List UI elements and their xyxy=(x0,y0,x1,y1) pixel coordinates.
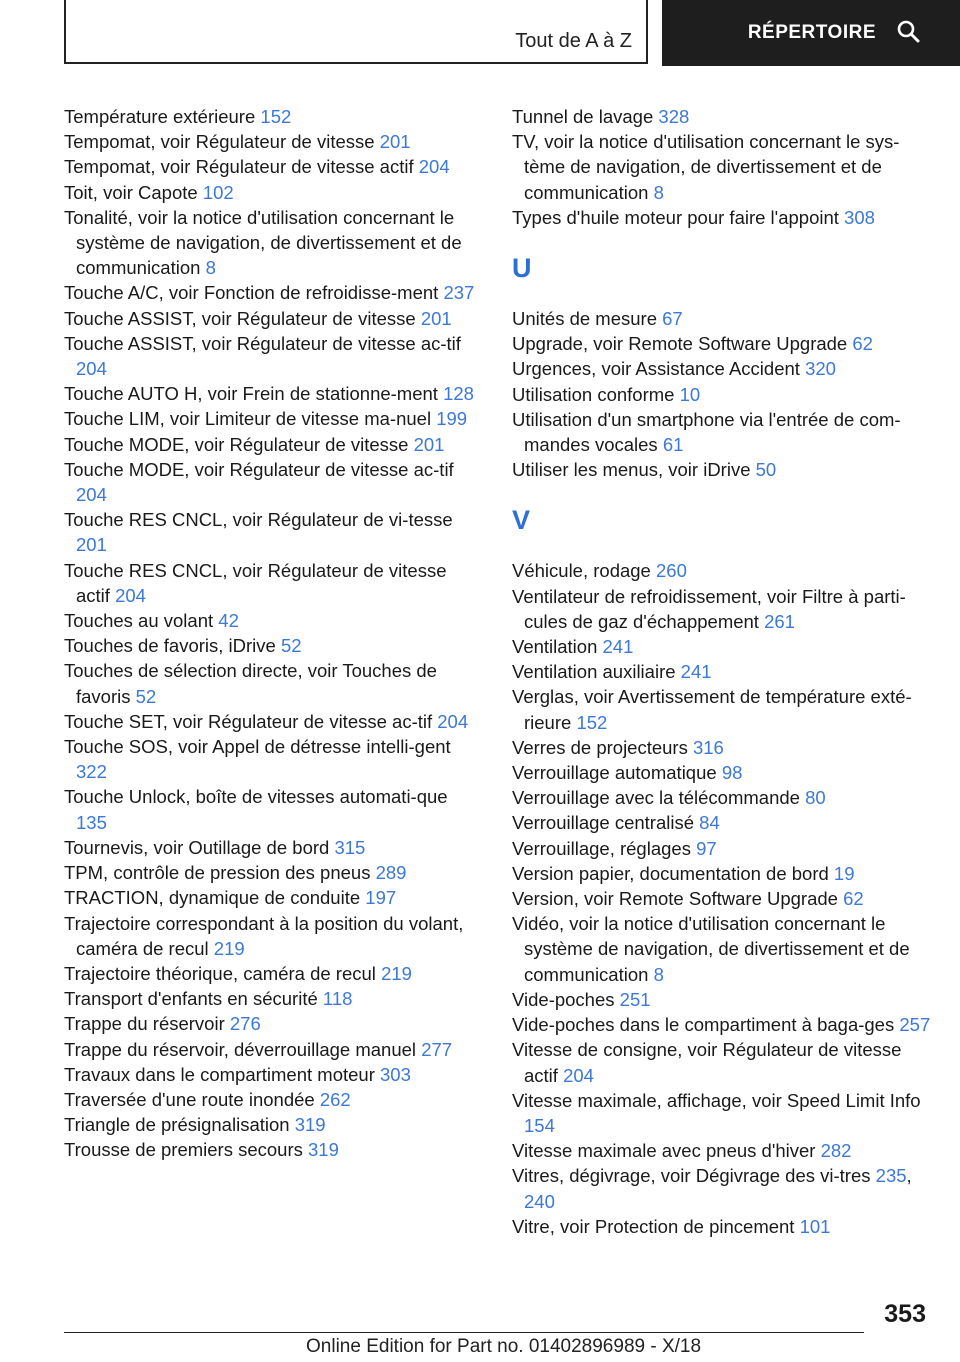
index-entry-text: Touche Unlock, boîte de vitesses automati-que xyxy=(64,786,448,808)
index-entry xyxy=(64,784,480,834)
index-entry xyxy=(64,1037,480,1062)
page-reference-link[interactable]: 201 xyxy=(76,534,107,556)
page-reference-link[interactable]: 8 xyxy=(205,257,216,279)
index-entry-text: Transport d'enfants en sécurité xyxy=(64,988,318,1010)
index-entry-text: Ventilation xyxy=(512,636,598,658)
index-entry-text: Vitre, voir Protection de pincement xyxy=(512,1215,795,1237)
index-entry xyxy=(512,760,932,785)
page-reference-link[interactable]: 316 xyxy=(692,736,724,758)
index-entry xyxy=(64,558,480,608)
index-entry xyxy=(512,382,932,407)
index-entry xyxy=(64,406,480,431)
index-entry xyxy=(512,987,932,1012)
index-entry-text: Verres de projecteurs xyxy=(512,736,688,758)
index-entry-text: Unités de mesure xyxy=(512,308,657,330)
page-reference-link[interactable]: 42 xyxy=(218,610,239,632)
index-entry-text: Touche MODE, voir Régulateur de vitesse ac-tif xyxy=(64,458,454,480)
index-entry xyxy=(512,129,932,205)
index-entry-text: Trajectoire correspondant à la position du volant, caméra de recul xyxy=(64,912,464,959)
page-reference-link[interactable]: 154 xyxy=(524,1114,555,1136)
index-entry xyxy=(512,886,932,911)
index-entry xyxy=(64,129,480,154)
index-entry-text: Verrouillage, réglages xyxy=(512,837,691,859)
index-entry xyxy=(512,684,932,734)
index-entry-text: Touche LIM, voir Limiteur de vitesse ma-nuel xyxy=(64,408,432,430)
page-reference-link[interactable]: 241 xyxy=(680,661,712,683)
index-entry-text: Toit, voir Capote xyxy=(64,181,198,203)
index-entry-text: Vitres, dégivrage, voir Dégivrage des vi-tres xyxy=(512,1165,871,1187)
page-reference-link[interactable]: 261 xyxy=(764,610,795,632)
page-reference-link[interactable]: 219 xyxy=(213,937,245,959)
page-reference-link[interactable]: 199 xyxy=(436,408,468,430)
page-reference-link[interactable]: 257 xyxy=(899,1014,931,1036)
index-entry xyxy=(64,709,480,734)
index-entry xyxy=(64,205,480,281)
index-entry xyxy=(64,1112,480,1137)
page-reference-link[interactable]: 102 xyxy=(202,181,234,203)
index-entry-text: Types d'huile moteur pour faire l'appoint xyxy=(512,206,839,228)
index-entry xyxy=(64,911,480,961)
page-reference-link[interactable]: 303 xyxy=(380,1063,411,1085)
index-entry-text: Trousse de premiers secours xyxy=(64,1139,303,1161)
index-entry-text: Ventilation auxiliaire xyxy=(512,661,676,683)
index-entry xyxy=(64,860,480,885)
page-reference-link[interactable]: 308 xyxy=(844,206,875,228)
index-entry-text: Touches de sélection directe, voir Touches de favoris xyxy=(64,660,437,707)
page-reference-link[interactable]: 67 xyxy=(662,308,683,330)
page-reference-link[interactable]: 98 xyxy=(721,762,743,784)
index-entry xyxy=(64,457,480,507)
page-reference-link[interactable]: 8 xyxy=(653,181,664,203)
page-reference-link[interactable]: 197 xyxy=(365,887,397,909)
index-entry xyxy=(512,911,932,987)
header-tab-box xyxy=(64,0,648,64)
page-reference-link[interactable]: 204 xyxy=(418,156,450,178)
page-reference-link[interactable]: 62 xyxy=(843,888,864,910)
index-entry-text: Touche SET, voir Régulateur de vitesse ac-tif xyxy=(64,710,433,732)
page-reference-link[interactable]: 240 xyxy=(524,1190,555,1212)
index-entry-text: Vide-poches xyxy=(512,988,615,1010)
header-section-box[interactable] xyxy=(662,0,960,66)
footer-edition-text: Online Edition for Part no. 01402896989 - X/18 xyxy=(306,1336,702,1357)
index-entry-text: Vidéo, voir la notice d'utilisation concernant le système de navigation, de divertissement et de communication xyxy=(512,913,910,985)
index-entry-text: Tunnel de lavage xyxy=(512,106,654,127)
footer-divider xyxy=(64,1332,864,1333)
index-entry xyxy=(512,306,932,331)
index-entry-text: Touche SOS, voir Appel de détresse intelli-gent xyxy=(64,736,451,758)
index-entry xyxy=(512,1012,932,1037)
index-entry-text: Touche RES CNCL, voir Régulateur de vitesse actif xyxy=(64,559,447,606)
index-entry xyxy=(64,1137,480,1162)
index-entry xyxy=(512,810,932,835)
page-reference-link[interactable]: 237 xyxy=(443,282,475,304)
index-entry xyxy=(64,381,480,406)
index-entry xyxy=(512,861,932,886)
page-reference-link[interactable]: 204 xyxy=(76,484,107,506)
index-entry xyxy=(64,154,480,179)
index-entry-text: Utilisation conforme xyxy=(512,383,675,405)
page-reference-link[interactable]: 277 xyxy=(421,1038,453,1060)
page-reference-link[interactable]: 315 xyxy=(334,836,366,858)
index-entry-text: Touche ASSIST, voir Régulateur de vitesse xyxy=(64,307,416,329)
index-entry-text: Vide-poches dans le compartiment à baga-ges xyxy=(512,1014,895,1036)
page-number: 353 xyxy=(884,1300,926,1328)
page-reference-link[interactable]: 320 xyxy=(805,358,836,380)
page-reference-link[interactable]: 282 xyxy=(820,1140,852,1162)
index-entry xyxy=(64,280,480,305)
index-entry xyxy=(512,1037,932,1087)
index-entry xyxy=(512,407,932,457)
index-entry xyxy=(512,584,932,634)
page-reference-link[interactable]: 80 xyxy=(805,787,826,809)
index-entry xyxy=(512,1214,932,1239)
index-entry xyxy=(512,735,932,760)
index-entry xyxy=(64,633,480,658)
page-reference-link[interactable]: 201 xyxy=(379,131,411,153)
page-reference-link[interactable]: 276 xyxy=(229,1013,261,1035)
page-reference-link[interactable]: 328 xyxy=(658,106,690,127)
page-reference-link[interactable]: 84 xyxy=(699,812,720,834)
index-entry-text: Traversée d'une route inondée xyxy=(64,1088,315,1110)
index-entry xyxy=(64,986,480,1011)
index-entry xyxy=(64,658,480,708)
index-entry xyxy=(512,104,932,129)
index-entry xyxy=(64,1011,480,1036)
page-reference-link[interactable]: 204 xyxy=(563,1064,594,1086)
index-entry-text: Touche A/C, voir Fonction de refroidisse-ment xyxy=(64,282,439,304)
index-letter-heading: V xyxy=(512,505,531,536)
index-entry-text: Touche ASSIST, voir Régulateur de vitesse ac-tif xyxy=(64,332,461,354)
page-reference-link[interactable]: 322 xyxy=(76,761,107,783)
index-entry-text: Touche AUTO H, voir Frein de stationne-ment xyxy=(64,383,438,405)
page-reference-link[interactable]: 319 xyxy=(294,1114,326,1136)
index-entry-text: TRACTION, dynamique de conduite xyxy=(64,887,361,909)
page-reference-link[interactable]: 219 xyxy=(381,962,412,984)
index-entry-text: Trappe du réservoir xyxy=(64,1013,225,1035)
page-reference-link[interactable]: 241 xyxy=(602,636,634,658)
index-entry xyxy=(64,432,480,457)
index-entry-text: Verglas, voir Avertissement de température exté-rieure xyxy=(512,686,912,733)
index-entry xyxy=(512,785,932,810)
index-entry-text: Trajectoire théorique, caméra de recul xyxy=(64,962,376,984)
page-reference-link[interactable]: 135 xyxy=(76,811,107,833)
page-reference-link[interactable]: 61 xyxy=(662,434,684,456)
page-reference-link[interactable]: 118 xyxy=(322,988,353,1010)
page-reference-link[interactable]: 204 xyxy=(437,710,469,732)
index-entry-text: Tempomat, voir Régulateur de vitesse xyxy=(64,131,375,153)
index-entry xyxy=(512,659,932,684)
page-reference-link[interactable]: 52 xyxy=(135,685,157,707)
index-entry-text: Touche MODE, voir Régulateur de vitesse xyxy=(64,433,409,455)
index-entry xyxy=(64,961,480,986)
index-entry xyxy=(64,1062,480,1087)
index-entry-text: Tournevis, voir Outillage de bord xyxy=(64,836,330,858)
index-entry xyxy=(64,734,480,784)
index-entry xyxy=(512,836,932,861)
index-entry-text: Version, voir Remote Software Upgrade xyxy=(512,888,838,910)
page-reference-link[interactable]: 62 xyxy=(852,333,873,355)
index-entry xyxy=(64,331,480,381)
page-reference-link[interactable]: 128 xyxy=(443,383,474,405)
page-reference-link[interactable]: 260 xyxy=(656,560,687,582)
index-entry xyxy=(64,835,480,860)
index-entry xyxy=(64,885,480,910)
header-section-label: RÉPERTOIRE xyxy=(747,22,876,43)
index-entry xyxy=(512,1088,932,1138)
page-reference-link[interactable]: 204 xyxy=(76,358,107,380)
page-reference-link[interactable]: 152 xyxy=(260,106,292,127)
index-entry-text: TPM, contrôle de pression des pneus xyxy=(64,862,371,884)
index-entry xyxy=(512,205,932,230)
index-entry-text: Touche RES CNCL, voir Régulateur de vi-tesse xyxy=(64,509,453,531)
index-entry-text: Tempomat, voir Régulateur de vitesse actif xyxy=(64,156,414,178)
index-entry xyxy=(512,331,932,356)
index-entry-text: Température extérieure xyxy=(64,106,256,127)
index-column-left xyxy=(64,104,480,1163)
index-entry-text: Urgences, voir Assistance Accident xyxy=(512,358,800,380)
page-reference-link[interactable]: 10 xyxy=(679,383,701,405)
page-reference-link[interactable]: 235 xyxy=(875,1165,907,1187)
header-tab-label[interactable]: Tout de A à Z xyxy=(515,30,632,52)
index-entry xyxy=(64,306,480,331)
index-entry-text: TV, voir la notice d'utilisation concernant le sys-tème de navigation, de divertissement et de communication xyxy=(512,131,900,203)
page-reference-link[interactable]: 8 xyxy=(653,963,664,985)
index-entry-text: Version papier, documentation de bord xyxy=(512,862,829,884)
page-reference-link[interactable]: 152 xyxy=(576,711,608,733)
index-entry xyxy=(64,507,480,557)
page-reference-link[interactable]: 204 xyxy=(115,584,146,606)
index-entry-text: Vitesse de consigne, voir Régulateur de vitesse actif xyxy=(512,1039,902,1086)
index-entry-text: Triangle de présignalisation xyxy=(64,1114,290,1136)
page-reference-link[interactable]: 201 xyxy=(413,433,445,455)
index-entry-text: Véhicule, rodage xyxy=(512,560,651,582)
index-entry xyxy=(64,180,480,205)
index-entry xyxy=(512,558,932,583)
index-entry-text: Travaux dans le compartiment moteur xyxy=(64,1063,375,1085)
index-entry-text: Utilisation d'un smartphone via l'entrée de com-mandes vocales xyxy=(512,408,901,456)
page-reference-link[interactable]: 201 xyxy=(420,307,452,329)
index-letter-heading: U xyxy=(512,253,532,284)
page-reference-link[interactable]: 101 xyxy=(799,1215,831,1237)
index-column-right xyxy=(512,104,932,1239)
index-entry-text: Utiliser les menus, voir iDrive xyxy=(512,459,751,481)
index-entry-text: Ventilateur de refroidissement, voir Filtre à parti-cules de gaz d'échappement xyxy=(512,585,906,632)
index-entry xyxy=(512,457,932,482)
index-entry-text: Tonalité, voir la notice d'utilisation concernant le système de navigation, de divertissement et de communication xyxy=(64,206,462,279)
index-entry-text: Vitesse maximale avec pneus d'hiver xyxy=(512,1140,816,1162)
index-entry-text: Trappe du réservoir, déverrouillage manuel xyxy=(64,1038,417,1060)
page-reference-link[interactable]: 262 xyxy=(319,1088,351,1110)
page-reference-link[interactable]: 52 xyxy=(280,635,302,657)
index-entry xyxy=(512,634,932,659)
page-reference-link[interactable]: 319 xyxy=(308,1139,339,1161)
index-entry-text: Touches de favoris, iDrive xyxy=(64,635,276,657)
index-entry: Vitres, dégivrage, voir Dégivrage des vi-tres 235, 240 xyxy=(512,1165,912,1212)
index-entry xyxy=(64,608,480,633)
index-entry-text: Verrouillage avec la télécommande xyxy=(512,787,800,809)
index-entry-text: Vitesse maximale, affichage, voir Speed Limit Info xyxy=(512,1089,921,1111)
page-reference-link[interactable]: 97 xyxy=(696,837,717,859)
page-reference-link[interactable]: 50 xyxy=(755,459,777,481)
search-icon[interactable] xyxy=(896,19,920,48)
page-reference-link[interactable]: 19 xyxy=(833,862,855,884)
index-entry xyxy=(512,1138,932,1163)
index-entry-text: Touches au volant xyxy=(64,610,214,632)
index-entry-text: Verrouillage automatique xyxy=(512,762,717,784)
index-entry xyxy=(64,104,480,129)
page-reference-link[interactable]: 289 xyxy=(375,862,407,884)
index-entry-text: Upgrade, voir Remote Software Upgrade xyxy=(512,333,848,355)
index-entry xyxy=(512,356,932,381)
index-entry xyxy=(64,1087,480,1112)
index-entry-text: Verrouillage centralisé xyxy=(512,812,695,834)
page-reference-link[interactable]: 251 xyxy=(619,988,651,1010)
